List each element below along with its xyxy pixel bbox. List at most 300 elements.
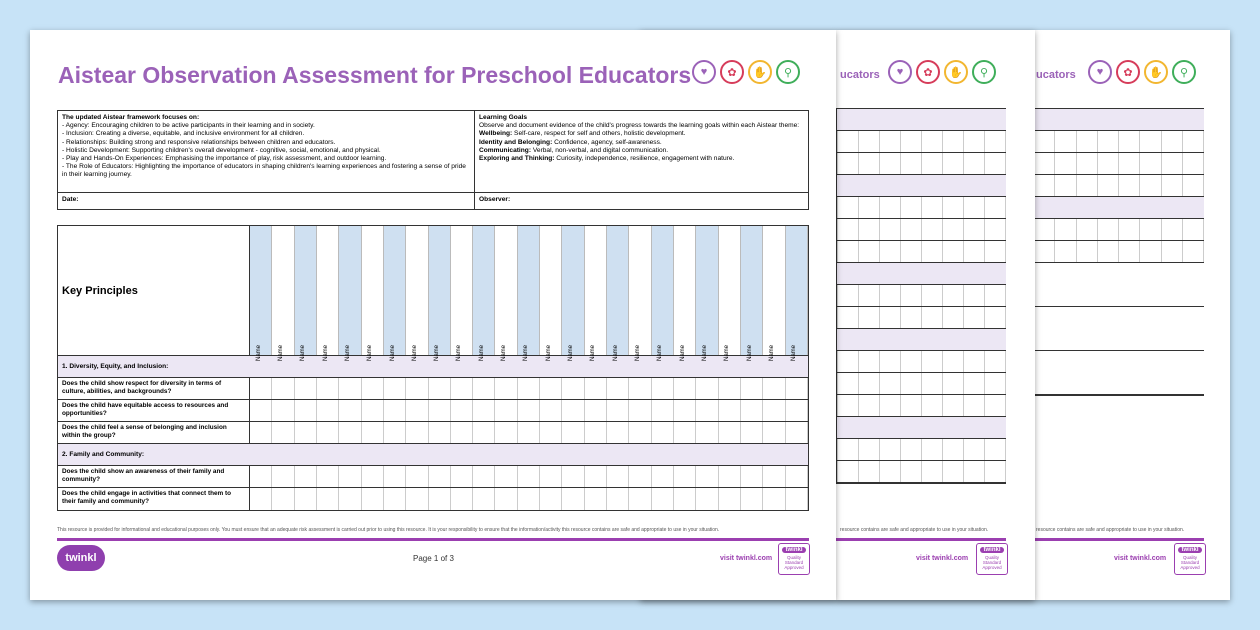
checkbox-cell[interactable] xyxy=(1055,219,1076,240)
checkbox-cell[interactable] xyxy=(473,422,495,443)
checkbox-cell[interactable] xyxy=(763,400,785,421)
checkbox-cell[interactable] xyxy=(1098,241,1119,262)
checkbox-cell[interactable] xyxy=(384,466,406,487)
checkbox-cell[interactable] xyxy=(741,488,763,510)
checkbox-cell[interactable] xyxy=(922,307,943,328)
checkbox-cell[interactable] xyxy=(922,461,943,482)
checkbox-cell[interactable] xyxy=(1162,131,1183,152)
checkbox-cell[interactable] xyxy=(1162,219,1183,240)
checkbox-cell[interactable] xyxy=(985,439,1006,460)
checkbox-cell[interactable] xyxy=(1077,131,1098,152)
checkbox-cell[interactable] xyxy=(1183,241,1204,262)
checkbox-cell[interactable] xyxy=(859,219,880,240)
checkbox-cell[interactable] xyxy=(964,241,985,262)
checkbox-cell[interactable] xyxy=(859,307,880,328)
checkbox-cell[interactable] xyxy=(473,400,495,421)
checkbox-cell[interactable] xyxy=(540,422,562,443)
checkbox-cell[interactable] xyxy=(339,422,361,443)
name-column-header[interactable] xyxy=(696,226,718,361)
checkbox-cell[interactable] xyxy=(741,466,763,487)
visit-link[interactable]: visit twinkl.com xyxy=(720,555,773,562)
name-column-header[interactable] xyxy=(429,226,451,361)
checkbox-cell[interactable] xyxy=(943,461,964,482)
checkbox-cell[interactable] xyxy=(838,131,859,152)
checkbox-cell[interactable] xyxy=(1098,153,1119,174)
checkbox-cell[interactable] xyxy=(1098,175,1119,196)
checkbox-cell[interactable] xyxy=(451,400,473,421)
checkbox-cell[interactable] xyxy=(339,400,361,421)
checkbox-cell[interactable] xyxy=(451,488,473,510)
checkbox-cell[interactable] xyxy=(964,395,985,416)
checkbox-cell[interactable] xyxy=(943,131,964,152)
name-column-header[interactable] xyxy=(562,226,584,361)
checkbox-cell[interactable] xyxy=(1140,153,1161,174)
checkbox-cell[interactable] xyxy=(964,439,985,460)
checkbox-cell[interactable] xyxy=(943,197,964,218)
checkbox-cell[interactable] xyxy=(518,422,540,443)
checkbox-cell[interactable] xyxy=(406,488,428,510)
checkbox-cell[interactable] xyxy=(838,373,859,394)
checkbox-cell[interactable] xyxy=(880,307,901,328)
checkbox-cell[interactable] xyxy=(406,466,428,487)
checkbox-cell[interactable] xyxy=(901,197,922,218)
checkbox-cell[interactable] xyxy=(985,461,1006,482)
checkbox-cell[interactable] xyxy=(629,378,651,399)
checkbox-cell[interactable] xyxy=(362,422,384,443)
checkbox-cell[interactable] xyxy=(985,285,1006,306)
checkbox-cell[interactable] xyxy=(1034,241,1055,262)
checkbox-cell[interactable] xyxy=(1183,219,1204,240)
checkbox-cell[interactable] xyxy=(629,422,651,443)
checkbox-cell[interactable] xyxy=(943,373,964,394)
checkbox-cell[interactable] xyxy=(473,466,495,487)
checkbox-cell[interactable] xyxy=(859,439,880,460)
checkbox-cell[interactable] xyxy=(859,373,880,394)
checkbox-cell[interactable] xyxy=(696,400,718,421)
hand-icon: ✋ xyxy=(1144,60,1168,84)
checkbox-cell[interactable] xyxy=(859,285,880,306)
checkbox-cell[interactable] xyxy=(317,378,339,399)
checkbox-cell[interactable] xyxy=(250,400,272,421)
checkbox-cell[interactable] xyxy=(1119,241,1140,262)
checkbox-cell[interactable] xyxy=(1162,241,1183,262)
checkbox-cell[interactable] xyxy=(719,378,741,399)
checkbox-cell[interactable] xyxy=(922,373,943,394)
checkbox-cell[interactable] xyxy=(901,395,922,416)
name-column-header[interactable] xyxy=(540,226,562,361)
checkbox-cell[interactable] xyxy=(362,488,384,510)
checkbox-cell[interactable] xyxy=(922,439,943,460)
checkbox-cell[interactable] xyxy=(674,422,696,443)
checkbox-cell[interactable] xyxy=(629,466,651,487)
checkbox-cell[interactable] xyxy=(652,400,674,421)
name-column-header[interactable] xyxy=(250,226,272,361)
checkbox-cell[interactable] xyxy=(1055,153,1076,174)
magnifier-icon: ⚲ xyxy=(1172,60,1196,84)
checkbox-cell[interactable] xyxy=(838,219,859,240)
checkbox-cell[interactable] xyxy=(495,488,517,510)
name-column-header[interactable] xyxy=(339,226,361,361)
checkbox-cell[interactable] xyxy=(384,488,406,510)
checkbox-cell[interactable] xyxy=(674,466,696,487)
checkbox-cell[interactable] xyxy=(838,395,859,416)
checkbox-cell[interactable] xyxy=(964,307,985,328)
checkbox-cell[interactable] xyxy=(901,461,922,482)
page-title: Aistear Observation Assessment for Preschool Educators xyxy=(58,62,692,88)
checkbox-cell[interactable] xyxy=(1077,241,1098,262)
checkbox-cell[interactable] xyxy=(250,378,272,399)
checkbox-cell[interactable] xyxy=(495,422,517,443)
checkbox-cell[interactable] xyxy=(943,285,964,306)
checkbox-cell[interactable] xyxy=(1034,219,1055,240)
checkbox-cell[interactable] xyxy=(518,400,540,421)
name-column-header[interactable] xyxy=(585,226,607,361)
checkbox-cell[interactable] xyxy=(629,488,651,510)
checkbox-cell[interactable] xyxy=(943,153,964,174)
checkbox-cell[interactable] xyxy=(1055,241,1076,262)
checkbox-cell[interactable] xyxy=(1140,131,1161,152)
name-column-header[interactable] xyxy=(384,226,406,361)
checkbox-cell[interactable] xyxy=(985,131,1006,152)
checkbox-cell[interactable] xyxy=(406,400,428,421)
checkbox-cell[interactable] xyxy=(719,400,741,421)
checkbox-cell[interactable] xyxy=(652,466,674,487)
checkbox-cell[interactable] xyxy=(339,488,361,510)
checkbox-cell[interactable] xyxy=(838,197,859,218)
checkbox-cell[interactable] xyxy=(922,197,943,218)
checkbox-cell[interactable] xyxy=(562,422,584,443)
checkbox-cell[interactable] xyxy=(922,285,943,306)
checkbox-cell[interactable] xyxy=(901,131,922,152)
name-column-header[interactable] xyxy=(629,226,651,361)
name-column-header[interactable] xyxy=(272,226,294,361)
checkbox-cell[interactable] xyxy=(943,395,964,416)
checkbox-cell[interactable] xyxy=(859,395,880,416)
checkbox-cell[interactable] xyxy=(1162,175,1183,196)
checkbox-cell[interactable] xyxy=(719,466,741,487)
name-column-header[interactable] xyxy=(741,226,763,361)
checkbox-cell[interactable] xyxy=(1183,153,1204,174)
checkbox-cell[interactable] xyxy=(317,488,339,510)
checkbox-cell[interactable] xyxy=(943,241,964,262)
checkbox-cell[interactable] xyxy=(763,466,785,487)
title-fragment: ucators xyxy=(840,69,880,81)
checkbox-cell[interactable] xyxy=(901,241,922,262)
checkbox-cell[interactable] xyxy=(964,131,985,152)
checkbox-cell[interactable] xyxy=(384,378,406,399)
checkbox-cell[interactable] xyxy=(272,378,294,399)
name-column-header[interactable] xyxy=(473,226,495,361)
checkbox-cell[interactable] xyxy=(922,395,943,416)
checkbox-cell[interactable] xyxy=(1183,131,1204,152)
checkbox-cell[interactable] xyxy=(1140,241,1161,262)
checkbox-cell[interactable] xyxy=(859,241,880,262)
checkbox-cell[interactable] xyxy=(562,488,584,510)
checkbox-cell[interactable] xyxy=(295,488,317,510)
visit-link[interactable]: visit twinkl.com xyxy=(916,555,969,562)
checkbox-cell[interactable] xyxy=(964,285,985,306)
checkbox-cell[interactable] xyxy=(838,461,859,482)
checkbox-cell[interactable] xyxy=(901,439,922,460)
checkbox-cell[interactable] xyxy=(1162,153,1183,174)
checkbox-cell[interactable] xyxy=(629,400,651,421)
checkbox-cell[interactable] xyxy=(250,466,272,487)
checkbox-cell[interactable] xyxy=(495,400,517,421)
checkbox-cell[interactable] xyxy=(741,400,763,421)
checkbox-cell[interactable] xyxy=(880,241,901,262)
checkbox-cell[interactable] xyxy=(901,285,922,306)
name-column-header[interactable] xyxy=(763,226,785,361)
checkbox-cell[interactable] xyxy=(859,197,880,218)
checkbox-cell[interactable] xyxy=(250,488,272,510)
checkbox-cell[interactable] xyxy=(1119,175,1140,196)
checkbox-cell[interactable] xyxy=(295,400,317,421)
checkbox-cell[interactable] xyxy=(1119,219,1140,240)
checkbox-cell[interactable] xyxy=(585,422,607,443)
checkbox-cell[interactable] xyxy=(406,378,428,399)
checkbox-cell[interactable] xyxy=(272,466,294,487)
checkbox-cell[interactable] xyxy=(1183,175,1204,196)
checkbox-cell[interactable] xyxy=(317,400,339,421)
checkbox-cell[interactable] xyxy=(943,307,964,328)
checkbox-cell[interactable] xyxy=(451,466,473,487)
checkbox-cell[interactable] xyxy=(964,219,985,240)
checkbox-cell[interactable] xyxy=(985,373,1006,394)
checkbox-cell[interactable] xyxy=(763,378,785,399)
checkbox-cell[interactable] xyxy=(495,466,517,487)
name-column-header[interactable] xyxy=(495,226,517,361)
checkbox-cell[interactable] xyxy=(838,307,859,328)
checkbox-cell[interactable] xyxy=(674,488,696,510)
checkbox-cell[interactable] xyxy=(295,378,317,399)
checkbox-cell[interactable] xyxy=(473,378,495,399)
checkbox-cell[interactable] xyxy=(518,488,540,510)
checkbox-cell[interactable] xyxy=(786,422,808,443)
checkbox-cell[interactable] xyxy=(518,466,540,487)
checkbox-cell[interactable] xyxy=(859,351,880,372)
checkbox-cell[interactable] xyxy=(1077,153,1098,174)
checkbox-cell[interactable] xyxy=(540,400,562,421)
checkbox-cell[interactable] xyxy=(362,466,384,487)
name-column-header[interactable] xyxy=(295,226,317,361)
observer-field[interactable]: Observer: xyxy=(479,196,511,203)
twinkl-logo[interactable]: twinkl xyxy=(57,545,105,571)
checkbox-cell[interactable] xyxy=(674,378,696,399)
checkbox-cell[interactable] xyxy=(696,422,718,443)
checkbox-cell[interactable] xyxy=(607,400,629,421)
checkbox-cell[interactable] xyxy=(880,131,901,152)
name-column-header[interactable] xyxy=(362,226,384,361)
name-column-header[interactable] xyxy=(719,226,741,361)
checkbox-cell[interactable] xyxy=(451,422,473,443)
checkbox-cell[interactable] xyxy=(786,400,808,421)
checkbox-cell[interactable] xyxy=(985,219,1006,240)
name-column-header[interactable] xyxy=(406,226,428,361)
checkbox-cell[interactable] xyxy=(295,422,317,443)
checkbox-cell[interactable] xyxy=(317,422,339,443)
checkbox-cell[interactable] xyxy=(838,439,859,460)
checkbox-cell[interactable] xyxy=(406,422,428,443)
checkbox-cell[interactable] xyxy=(859,153,880,174)
checkbox-cell[interactable] xyxy=(880,439,901,460)
framework-item: - Agency: Encouraging children to be active participants in their learning and in society. xyxy=(62,122,315,130)
checkbox-cell[interactable] xyxy=(607,378,629,399)
checkbox-cell[interactable] xyxy=(880,153,901,174)
checkbox-cell[interactable] xyxy=(429,422,451,443)
checkbox-cell[interactable] xyxy=(272,422,294,443)
checkbox-cell[interactable] xyxy=(880,395,901,416)
checkbox-cell[interactable] xyxy=(495,378,517,399)
checkbox-cell[interactable] xyxy=(741,378,763,399)
checkbox-cell[interactable] xyxy=(985,241,1006,262)
checkbox-cell[interactable] xyxy=(250,422,272,443)
checkbox-cell[interactable] xyxy=(607,488,629,510)
checkbox-cell[interactable] xyxy=(922,219,943,240)
date-field[interactable]: Date: xyxy=(62,196,79,203)
checkbox-cell[interactable] xyxy=(339,466,361,487)
name-column-header[interactable] xyxy=(317,226,339,361)
checkbox-cell[interactable] xyxy=(838,241,859,262)
name-label: Name xyxy=(768,344,775,361)
checkbox-cell[interactable] xyxy=(607,422,629,443)
checkbox-cell[interactable] xyxy=(741,422,763,443)
checkbox-cell[interactable] xyxy=(964,351,985,372)
checkbox-cell[interactable] xyxy=(1098,131,1119,152)
checkbox-cell[interactable] xyxy=(1119,153,1140,174)
name-column-header[interactable] xyxy=(518,226,540,361)
checkbox-cell[interactable] xyxy=(985,395,1006,416)
checkbox-cell[interactable] xyxy=(295,466,317,487)
checkbox-cell[interactable] xyxy=(763,488,785,510)
checkbox-cell[interactable] xyxy=(985,307,1006,328)
checkbox-cell[interactable] xyxy=(585,466,607,487)
checkbox-cell[interactable] xyxy=(964,373,985,394)
checkbox-cell[interactable] xyxy=(786,466,808,487)
checkbox-cell[interactable] xyxy=(922,131,943,152)
checkbox-cell[interactable] xyxy=(901,153,922,174)
checkbox-cell[interactable] xyxy=(518,378,540,399)
checkbox-cell[interactable] xyxy=(901,307,922,328)
checkbox-cell[interactable] xyxy=(696,488,718,510)
checkbox-cell[interactable] xyxy=(859,461,880,482)
checkbox-cell[interactable] xyxy=(272,488,294,510)
checkbox-cell[interactable] xyxy=(585,400,607,421)
checkbox-cell[interactable] xyxy=(1098,219,1119,240)
checkbox-cell[interactable] xyxy=(880,285,901,306)
checkbox-cell[interactable] xyxy=(719,488,741,510)
checkbox-cell[interactable] xyxy=(1034,153,1055,174)
checkbox-cell[interactable] xyxy=(272,400,294,421)
checkbox-cell[interactable] xyxy=(585,488,607,510)
checkbox-cell[interactable] xyxy=(652,488,674,510)
checkbox-cell[interactable] xyxy=(763,422,785,443)
checkbox-cell[interactable] xyxy=(540,466,562,487)
checkbox-cell[interactable] xyxy=(696,378,718,399)
checkbox-cell[interactable] xyxy=(786,488,808,510)
checkbox-cell[interactable] xyxy=(429,378,451,399)
name-column-header[interactable] xyxy=(652,226,674,361)
name-column-header[interactable] xyxy=(674,226,696,361)
checkbox-cell[interactable] xyxy=(362,378,384,399)
checkbox-cell[interactable] xyxy=(585,378,607,399)
checkbox-cell[interactable] xyxy=(880,461,901,482)
checkbox-cell[interactable] xyxy=(901,219,922,240)
checkbox-cell[interactable] xyxy=(674,400,696,421)
checkbox-cell[interactable] xyxy=(985,197,1006,218)
checkbox-cell[interactable] xyxy=(339,378,361,399)
checkbox-cell[interactable] xyxy=(562,400,584,421)
checkbox-cell[interactable] xyxy=(429,466,451,487)
checkbox-cell[interactable] xyxy=(562,378,584,399)
checkbox-cell[interactable] xyxy=(922,241,943,262)
checkbox-cell[interactable] xyxy=(985,153,1006,174)
name-column-header[interactable] xyxy=(786,226,808,361)
checkbox-cell[interactable] xyxy=(838,153,859,174)
checkbox-cell[interactable] xyxy=(880,197,901,218)
checkbox-cell[interactable] xyxy=(1034,131,1055,152)
checkbox-cell[interactable] xyxy=(880,219,901,240)
checkbox-cell[interactable] xyxy=(838,351,859,372)
checkbox-cell[interactable] xyxy=(943,351,964,372)
name-label: Name xyxy=(545,344,552,361)
checkbox-cell[interactable] xyxy=(943,439,964,460)
checkbox-cell[interactable] xyxy=(429,400,451,421)
checkbox-cell[interactable] xyxy=(1055,131,1076,152)
checkbox-cell[interactable] xyxy=(719,422,741,443)
checkbox-cell[interactable] xyxy=(838,285,859,306)
checkbox-cell[interactable] xyxy=(652,378,674,399)
checkbox-cell[interactable] xyxy=(964,197,985,218)
checkbox-cell[interactable] xyxy=(429,488,451,510)
checkbox-cell[interactable] xyxy=(1077,175,1098,196)
checkbox-cell[interactable] xyxy=(985,351,1006,372)
checkbox-cell[interactable] xyxy=(922,351,943,372)
checkbox-cell[interactable] xyxy=(540,378,562,399)
checkbox-cell[interactable] xyxy=(943,219,964,240)
checkbox-cell[interactable] xyxy=(880,373,901,394)
checkbox-cell[interactable] xyxy=(696,466,718,487)
checkbox-cell[interactable] xyxy=(786,378,808,399)
checkbox-cell[interactable] xyxy=(1140,219,1161,240)
checkbox-cell[interactable] xyxy=(362,400,384,421)
checkbox-cell[interactable] xyxy=(1077,219,1098,240)
checkbox-cell[interactable] xyxy=(901,373,922,394)
checkbox-cell[interactable] xyxy=(880,351,901,372)
checkbox-cell[interactable] xyxy=(1055,175,1076,196)
checkbox-cell[interactable] xyxy=(562,466,584,487)
checkbox-cell[interactable] xyxy=(317,466,339,487)
checkbox-cell[interactable] xyxy=(901,351,922,372)
checkbox-cell[interactable] xyxy=(922,153,943,174)
checkbox-cell[interactable] xyxy=(1119,131,1140,152)
name-column-header[interactable] xyxy=(607,226,629,361)
name-column-header[interactable] xyxy=(451,226,473,361)
checkbox-cell[interactable] xyxy=(473,488,495,510)
visit-link[interactable]: visit twinkl.com xyxy=(1114,555,1167,562)
checkbox-cell[interactable] xyxy=(384,422,406,443)
checkbox-cell[interactable] xyxy=(652,422,674,443)
checkbox-cell[interactable] xyxy=(384,400,406,421)
checkbox-cell[interactable] xyxy=(607,466,629,487)
checkbox-cell[interactable] xyxy=(1034,175,1055,196)
checkbox-cell[interactable] xyxy=(1140,175,1161,196)
checkbox-cell[interactable] xyxy=(964,153,985,174)
checkbox-cell[interactable] xyxy=(540,488,562,510)
back-table xyxy=(836,108,1006,484)
checkbox-cell[interactable] xyxy=(964,461,985,482)
checkbox-cell[interactable] xyxy=(859,131,880,152)
checkbox-cell[interactable] xyxy=(451,378,473,399)
